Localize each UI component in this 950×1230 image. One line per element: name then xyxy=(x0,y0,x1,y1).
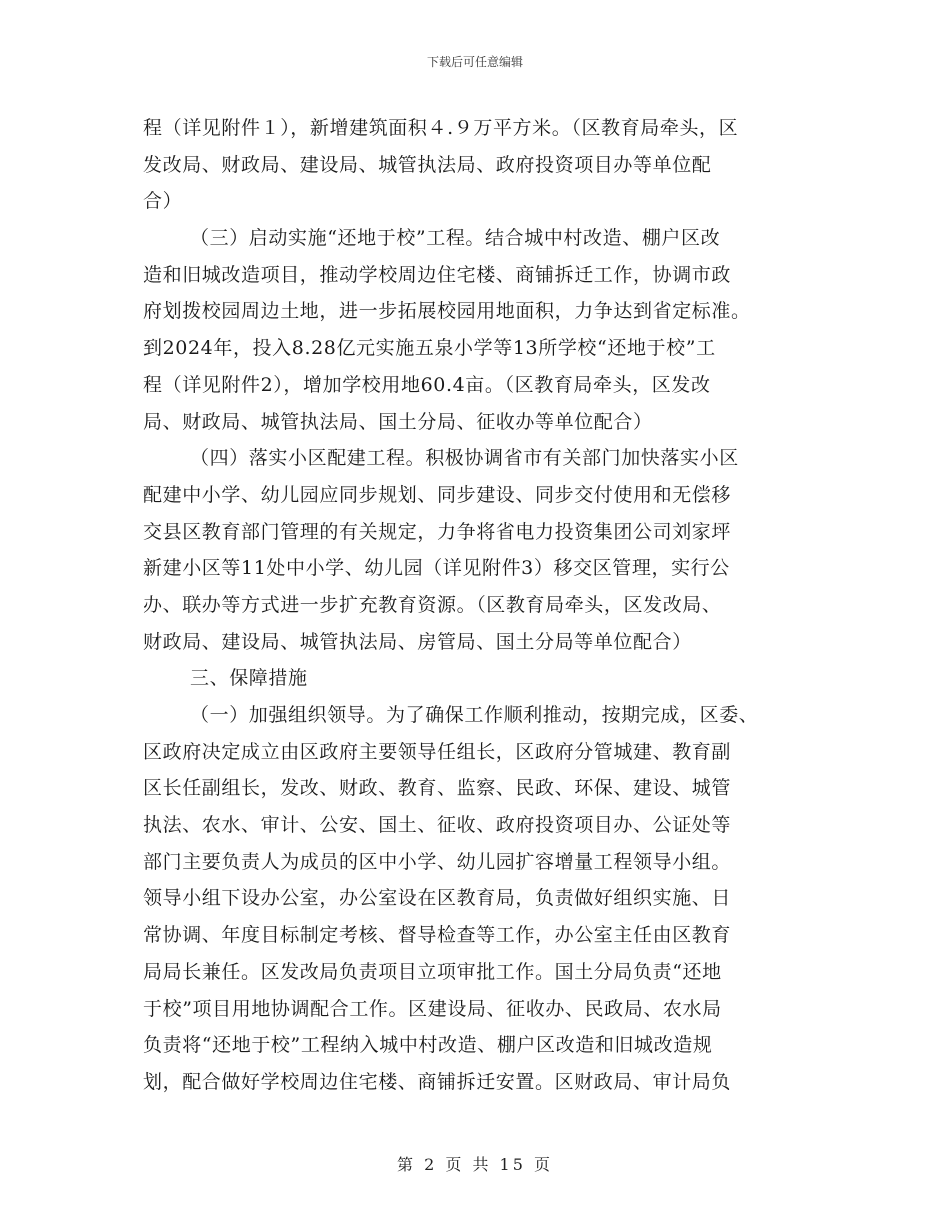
text-line: 于校”项目用地协调配合工作。区建设局、征收办、民政局、农水局 xyxy=(143,997,722,1020)
text-line: 府划拨校园周边土地，进一步拓展校园用地面积，力争达到省定标准。 xyxy=(143,300,751,323)
text-line: 新建小区等11处中小学、幼儿园（详见附件3）移交区管理，实行公 xyxy=(143,557,730,580)
text-line: 财政局、建设局、城管执法局、房管局、国土分局等单位配合） xyxy=(143,630,692,653)
document-body xyxy=(143,110,807,1101)
text-line: 配建中小学、幼儿园应同步规划、同步建设、同步交付使用和无偿移 xyxy=(143,483,732,506)
text-line: 交县区教育部门管理的有关规定，力争将省电力投资集团公司刘家坪 xyxy=(143,520,732,543)
section-heading-4: （四）落实小区配建工程。积极协调省市有关部门加快落实小区 xyxy=(190,447,739,470)
text-line: 程（详见附件１），新增建筑面积４.９万平方米。（区教育局牵头，区 xyxy=(143,117,739,139)
text-line: 部门主要负责人为成员的区中小学、幼儿园扩容增量工程领导小组。 xyxy=(143,850,732,873)
text-line: 局、财政局、城管执法局、国土分局、征收办等单位配合） xyxy=(143,410,653,433)
text-line: 负责将“还地于校”工程纳入城中村改造、棚户区改造和旧城改造规 xyxy=(143,1034,713,1057)
page-header: 下载后可任意编辑 xyxy=(426,55,523,69)
text-line: 到2024年，投入8.28亿元实施五泉小学等13所学校“还地于校”工 xyxy=(143,337,716,360)
section-title-safeguards: 三、保障措施 xyxy=(190,667,308,690)
section-heading-1: （一）加强组织领导。为了确保工作顺利推动，按期完成，区委、 xyxy=(190,704,759,726)
text-line: 合） xyxy=(143,190,183,213)
text-line: 常协调、年度目标制定考核、督导检查等工作，办公室主任由区教育 xyxy=(143,924,732,947)
page-number-footer: 第 2 页 共 15 页 xyxy=(397,1155,553,1174)
text-line: 局局长兼任。区发改局负责项目立项审批工作。国土分局负责“还地 xyxy=(143,960,722,983)
text-line: 领导小组下设办公室，办公室设在区教育局，负责做好组织实施、日 xyxy=(143,887,732,910)
text-line: 划，配合做好学校周边住宅楼、商铺拆迁安置。区财政局、审计局负 xyxy=(143,1070,732,1093)
text-line: 办、联办等方式进一步扩充教育资源。（区教育局牵头，区发改局、 xyxy=(143,593,722,616)
text-line: 发改局、财政局、建设局、城管执法局、政府投资项目办等单位配 xyxy=(143,153,712,176)
section-heading-3: （三）启动实施“还地于校”工程。结合城中村改造、棚户区改 xyxy=(190,227,721,250)
text-line: 区长任副组长，发改、财政、教育、监察、民政、环保、建设、城管 xyxy=(143,777,732,800)
text-line: 程（详见附件2），增加学校用地60.4亩。（区教育局牵头，区发改 xyxy=(143,373,711,396)
text-line: 执法、农水、审计、公安、国土、征收、政府投资项目办、公证处等 xyxy=(143,814,732,837)
text-line: 造和旧城改造项目，推动学校周边住宅楼、商铺拆迁工作，协调市政 xyxy=(143,263,732,286)
text-line: 区政府决定成立由区政府主要领导任组长，区政府分管城建、教育副 xyxy=(143,740,732,763)
